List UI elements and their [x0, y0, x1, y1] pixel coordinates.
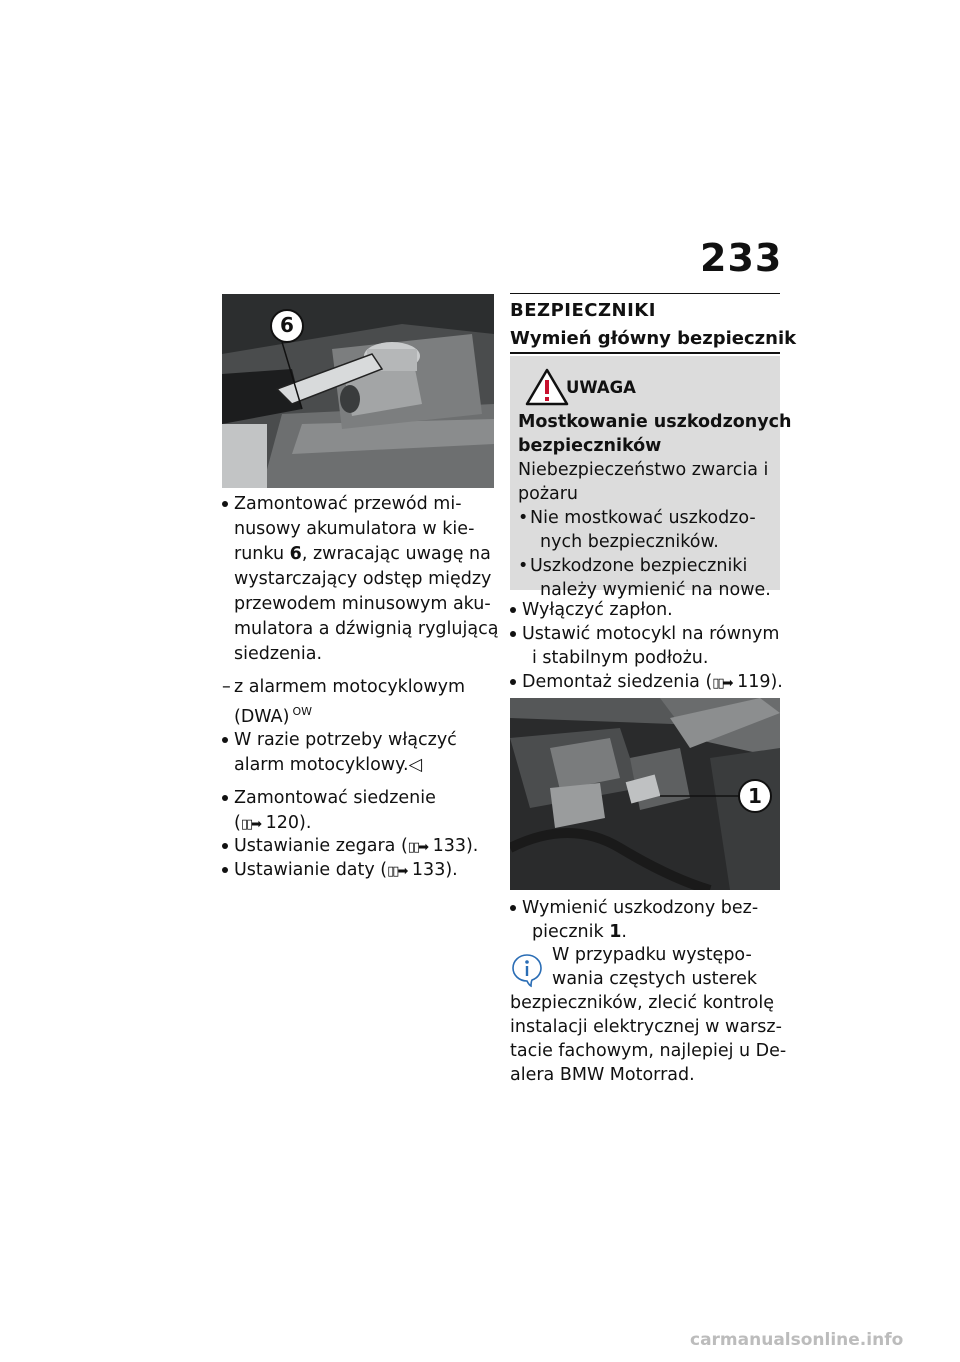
condition-dwa-line2: (DWA) $^{OW}$ [234, 705, 312, 727]
step-enable-alarm-line2: alarm motocyklowy.◁ [234, 755, 423, 775]
step-mount-cable-line7: siedzenia. [234, 644, 323, 664]
step-replace-fuse-line2: piecznik 1. [532, 922, 627, 942]
step-mount-cable-line1: Zamontować przewód mi- [234, 494, 462, 514]
step-remove-seat: Demontaż siedzenia (▯▯➡ 119). [522, 672, 783, 692]
warning-item1-line1: •Nie mostkować uszkodzo- [518, 508, 756, 528]
battery-terminal-illustration [222, 294, 494, 488]
subsection-title: Wymień główny bezpiecznik [510, 328, 797, 349]
step-set-date: Ustawianie daty (▯▯➡ 133). [234, 860, 458, 880]
warning-item2-line1: •Uszkodzone bezpieczniki [518, 556, 748, 576]
page-number: 233 [700, 236, 783, 280]
figure-callout-6: 6 [280, 313, 294, 337]
page-ref-arrow-icon: ▯▯➡ [712, 676, 732, 691]
info-line1: W przypadku występo- [552, 945, 752, 965]
info-line5: tacie fachowym, najlepiej u De- [510, 1041, 787, 1061]
warning-hazard-line2: pożaru [518, 484, 579, 504]
warning-item2-line2: należy wymienić na nowe. [540, 580, 771, 600]
step-park-line2: i stabilnym podłożu. [532, 648, 709, 668]
main-fuse-figure [510, 698, 780, 890]
page-ref-arrow-icon: ▯▯➡ [387, 864, 407, 879]
source-credit: carmanualsonline.info [690, 1330, 904, 1350]
subsection-rule [510, 352, 780, 354]
warning-box [510, 356, 792, 600]
warning-heading-line2: bezpieczników [518, 436, 662, 456]
step-mount-seat-line2: (▯▯➡ 120). [234, 813, 312, 833]
warning-heading-line1: Mostkowanie uszkodzonych [518, 412, 792, 432]
warning-hazard-line1: Niebezpieczeństwo zwarcia i [518, 460, 769, 480]
section-title: BEZPIECZNIKI [510, 300, 656, 321]
page-ref-arrow-icon: ▯▯➡ [407, 840, 427, 855]
step-set-clock: Ustawianie zegara (▯▯➡ 133). [234, 836, 479, 856]
step-mount-cable-line4: wystarczający odstęp między [234, 569, 492, 589]
info-line4: instalacji elektrycznej w warsz- [510, 1017, 782, 1037]
warning-label: UWAGA [566, 378, 636, 397]
step-ignition-off: Wyłączyć zapłon. [522, 600, 673, 620]
info-line3: bezpieczników, zlecić kontrolę [510, 993, 775, 1013]
warning-item1-line2: nych bezpieczników. [540, 532, 719, 552]
step-enable-alarm-line1: W razie potrzeby włączyć [234, 730, 457, 750]
main-fuse-illustration [510, 698, 780, 890]
step-park-line1: Ustawić motocykl na równym [522, 624, 780, 644]
step-mount-cable-line5: przewodem minusowym aku- [234, 594, 491, 614]
end-mark-icon: ◁ [408, 755, 423, 775]
figure-callout-1: 1 [748, 784, 762, 808]
warning-triangle-icon [525, 368, 569, 406]
battery-terminal-figure [222, 294, 494, 488]
step-mount-cable-line2: nusowy akumulatora w kie- [234, 519, 475, 539]
step-mount-seat-line1: Zamontować siedzenie [234, 788, 436, 808]
info-icon [510, 952, 544, 988]
step-mount-cable-line6: mulatora a dźwignią ryglującą [234, 619, 499, 639]
info-line2: wania częstych usterek [552, 969, 758, 989]
condition-dwa-line1: – z alarmem motocyklowym [222, 677, 466, 697]
info-line6: alera BMW Motorrad. [510, 1065, 695, 1085]
page-ref-arrow-icon: ▯▯➡ [240, 817, 261, 832]
step-replace-fuse-line1: Wymienić uszkodzony bez- [522, 898, 759, 918]
section-rule [510, 293, 780, 294]
step-mount-cable-line3: runku 6, zwracając uwagę na [234, 544, 491, 564]
optional-equipment-mark: OW [292, 705, 312, 718]
